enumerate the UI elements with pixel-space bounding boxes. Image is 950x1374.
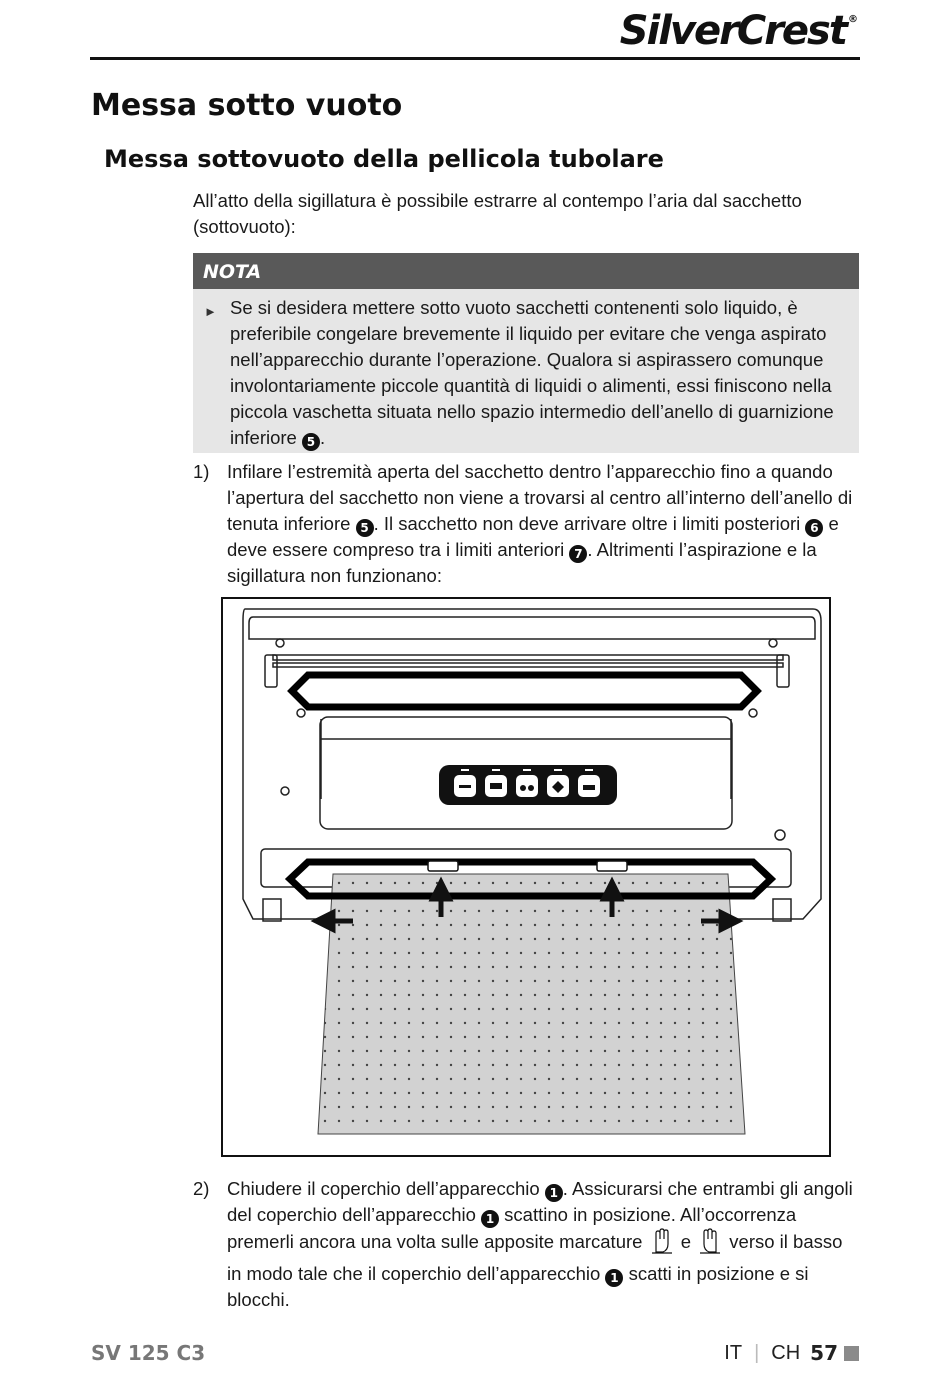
bag-film	[318, 874, 745, 1134]
step2-text-and: e	[680, 1231, 692, 1252]
note-box	[193, 253, 859, 453]
brand-logo: SilverCrest ®	[619, 8, 858, 54]
step-text	[227, 1176, 859, 1313]
device-illustration	[221, 597, 831, 1157]
ref-badge: 1	[481, 1210, 499, 1228]
note-label: NOTA	[193, 253, 859, 289]
ref-badge: 1	[545, 1184, 563, 1202]
ref-badge: 5	[302, 433, 320, 451]
footer-model: SV 125 C3	[91, 1341, 206, 1365]
note-text-end: .	[319, 427, 326, 448]
step-number: 2)	[193, 1178, 210, 1199]
step-2	[193, 1176, 859, 1313]
press-hand-icon	[700, 1228, 720, 1261]
step2-text-e: scatti in posizione e si blocchi.	[227, 1263, 809, 1310]
page-number: 57	[810, 1341, 838, 1365]
step2-text-a: Chiudere il coperchio dell’apparecchio	[227, 1178, 540, 1199]
step1-text-a: Infilare l’estremità aperta del sacchetto dentro l’apparecchio fino a quando l’apertura del sacchetto non viene a trovarsi al centro all’interno dell’anello di tenuta inferiore	[227, 461, 853, 534]
header-rule	[90, 57, 860, 60]
footer-lang-it: IT	[724, 1341, 743, 1364]
control-panel	[439, 765, 617, 805]
note-text: Se si desidera mettere sotto vuoto sacchetti contenenti solo liquido, è preferibile congelare brevemente il liquido per evitare che venga aspirato nell’apparecchio durante l’operazione. Qualora si aspirassero comunque involontariamente piccole quantità di liquidi o alimenti, essi finiscono nella piccola vaschetta situata nello spazio intermedio dell’anello di guarnizione inferiore	[230, 297, 834, 448]
page-marker-icon	[844, 1346, 859, 1361]
section-subtitle: Messa sottovuoto della pellicola tubolare	[104, 145, 664, 173]
upper-limit-frame	[292, 675, 757, 707]
step-number: 1)	[193, 461, 210, 482]
vacuum-sealer-diagram	[223, 599, 829, 1155]
footer-divider: |	[754, 1341, 760, 1364]
step-text	[227, 459, 859, 589]
limit-tab	[428, 861, 458, 871]
footer-lang-ch: CH	[771, 1341, 801, 1364]
limit-tab	[597, 861, 627, 871]
page-title: Messa sotto vuoto	[91, 88, 403, 123]
ref-badge: 6	[805, 519, 823, 537]
ref-badge: 1	[605, 1269, 623, 1287]
ref-badge: 7	[569, 545, 587, 563]
ref-badge: 5	[356, 519, 374, 537]
footer-page-info	[724, 1341, 859, 1365]
intro-paragraph: All’atto della sigillatura è possibile estrarre al contempo l’aria dal sacchetto (sottovuoto):	[193, 190, 802, 237]
step1-text-b: . Il sacchetto non deve arrivare oltre i limiti posteriori	[373, 513, 801, 534]
step-1	[193, 459, 859, 589]
bullet-arrow-icon: ►	[204, 304, 217, 319]
step1-text-c: e deve essere compreso tra i limiti anteriori	[227, 513, 839, 560]
step2-text-d: verso il basso in modo tale che il coperchio dell’apparecchio	[227, 1231, 843, 1284]
step2-text-c: scattino in posizione. All’occorrenza premerli ancora una volta sulle apposite marcature	[227, 1204, 797, 1252]
step1-text-d: . Altrimenti l’aspirazione e la sigillatura non funzionano:	[227, 539, 817, 586]
note-item	[193, 289, 859, 451]
press-hand-icon	[652, 1228, 672, 1261]
step2-text-b: . Assicurarsi che entrambi gli angoli del coperchio dell’apparecchio	[227, 1178, 853, 1225]
